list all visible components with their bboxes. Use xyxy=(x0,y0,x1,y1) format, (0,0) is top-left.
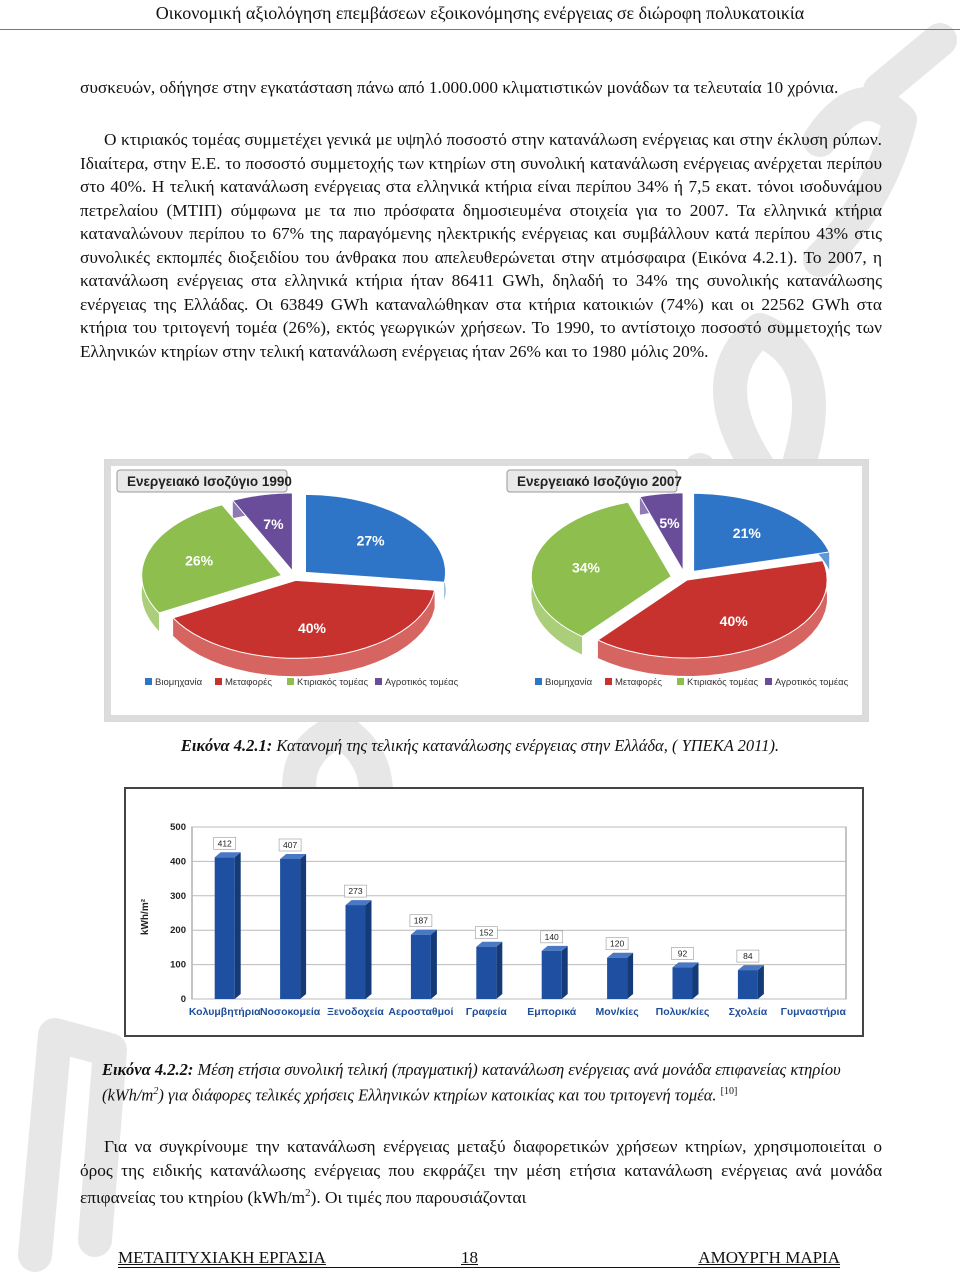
bar-side xyxy=(235,852,241,999)
pie-slice-label: 27% xyxy=(356,532,385,549)
pie-chart-1 xyxy=(117,470,459,688)
legend-swatch xyxy=(605,678,612,685)
x-category-label: Εμπορικά xyxy=(527,1006,577,1018)
legend-entry: Μεταφορές xyxy=(615,677,662,688)
legend-entry: Βιομηχανία xyxy=(155,677,203,688)
paragraph-3-text-a: Για να συγκρίνουμε την κατανάλωση ενέργειας μεταξύ διαφορετικών χρήσεων κτηρίων, χρησιμοποιείται ο όρος της ειδικής κατανάλωσης ενέργειας που εκφράζει την μέση ετήσια κατανάλωση ενέργειας ανά μονάδα επιφανείας του κτηρίου (kWh/m xyxy=(80,1137,882,1207)
legend-swatch xyxy=(375,678,382,685)
running-header: Οικονομική αξιολόγηση επεμβάσεων εξοικονόμησης ενέργειας σε διώροφη πολυκατοικία xyxy=(0,0,960,30)
page-number: 18 xyxy=(461,1248,478,1267)
y-tick-label: 500 xyxy=(170,822,186,833)
bar-value-label: 407 xyxy=(283,839,298,850)
pie-title: Ενεργειακό Ισοζύγιο 2007 xyxy=(517,474,682,489)
x-category-label: Σχολεία xyxy=(728,1006,768,1018)
legend-entry: Κτιριακός τομέας xyxy=(297,677,369,688)
bar-value-label: 152 xyxy=(479,927,494,938)
legend-swatch xyxy=(287,678,294,685)
legend-entry: Αγροτικός τομέας xyxy=(385,677,459,688)
legend-swatch xyxy=(765,678,772,685)
bar-side xyxy=(627,953,633,999)
bar-Σχολεία xyxy=(738,970,758,999)
paragraph-3 xyxy=(80,1135,882,1209)
paragraph-1 xyxy=(80,76,882,100)
pie-slice-label: 21% xyxy=(732,525,761,542)
paragraph-1-text: συσκευών, οδήγησε στην εγκατάσταση πάνω από 1.000.000 κλιματιστικών μονάδων τα τελευταία 10 χρόνια. xyxy=(80,78,839,97)
x-category-label: Γραφεία xyxy=(465,1006,507,1018)
figure-specific-consumption xyxy=(124,787,864,1037)
x-category-label: Αεροσταθμοί xyxy=(388,1006,454,1018)
caption-1-text: Κατανομή της τελικής κατανάλωσης ενέργειας στην Ελλάδα, ( ΥΠΕΚΑ 2011). xyxy=(272,736,780,755)
legend-entry: Κτιριακός τομέας xyxy=(687,677,759,688)
paragraph-3-text-b: ). Οι τιμές που παρουσιάζονται xyxy=(310,1187,527,1207)
y-tick-label: 300 xyxy=(170,890,186,902)
bar-side xyxy=(496,942,502,999)
caption-figure-2 xyxy=(102,1059,862,1107)
legend-swatch xyxy=(215,678,222,685)
bar-value-label: 140 xyxy=(544,931,559,942)
x-category-label: Ξενοδοχεία xyxy=(327,1006,384,1018)
caption-2-ref: [10] xyxy=(720,1086,738,1097)
caption-figure-1 xyxy=(0,735,960,757)
bar-chart xyxy=(126,789,862,1035)
bar-Κολυμβητήρια xyxy=(215,857,235,999)
caption-1-label: Εικόνα 4.2.1: xyxy=(180,736,273,755)
y-tick-label: 0 xyxy=(180,994,186,1005)
pie-charts xyxy=(105,460,870,723)
pie-slice-Βιομηχανία xyxy=(694,493,830,571)
pie-slice-label: 40% xyxy=(297,619,327,636)
x-category-label: Γυμναστήρια xyxy=(780,1006,846,1018)
bar-value-label: 92 xyxy=(677,948,688,959)
bar-Μον/κίες xyxy=(607,958,627,999)
pie-chart-2 xyxy=(507,470,849,688)
x-category-label: Νοσοκομεία xyxy=(259,1006,321,1018)
paragraph-2-text: Ο κτιριακός τομέας συμμετέχει γενικά με υψηλό ποσοστό στην κατανάλωση ενέργειας και στην έκλυση ρύπων. Ιδιαίτερα, στην Ε.Ε. το ποσοστό συμμετοχής των κτηρίων στη συνολική κατανάλωση ενέργειας ανέρχεται περίπου στο 40%. Η τελική κατανάλωση ενέργειας στα ελληνικά κτήρια είναι περίπου 34% ή 7,5 εκατ. τόνοι ισοδυνάμου πετρελαίου (ΜΤΙΠ) σύμφωνα με τα πιο πρόσφατα δημοσιευμένα στοιχεία για το 2007. Τα ελληνικά κτήρια καταναλώνουν περίπου το 67% της παραγόμενης ηλεκτρικής ενέργειας και συμβάλλουν κατά περίπου 43% στις συνολικές εκπομπές διοξειδίου του άνθρακα που απελευθερώνεται στην ατμόσφαιρα (Εικόνα 4.2.1). Το 2007, η κατανάλωση ενέργειας στα ελληνικά κτήρια ήταν 86411 GWh, δηλαδή το 34% της συνολικής κατανάλωσης ενέργειας της Ελλάδας. Οι 63849 GWh καταναλώθηκαν στα κτήρια κατοικιών (74%) και οι 22562 GWh στα κτήρια του τριτογενή τομέα (26%), εκτός γεωργικών χρήσεων. Το 1990, το αντίστοιχο ποσοστό συμμετοχής των Ελληνικών κτηρίων στην τελική κατανάλωση ενέργειας ήταν 26% και το 1980 μόλις 20%. xyxy=(80,130,882,361)
pie-slice-label: 26% xyxy=(185,552,214,569)
bar-Ξενοδοχεία xyxy=(346,905,366,999)
footer-left: ΜΕΤΑΠΤΥΧΙΑΚΗ ΕΡΓΑΣΙΑ xyxy=(118,1248,326,1267)
bar-Γραφεία xyxy=(476,947,496,999)
x-category-label: Πολυκ/κίες xyxy=(655,1006,710,1018)
bar-Εμπορικά xyxy=(542,951,562,999)
bar-side xyxy=(693,962,699,999)
bar-Πολυκ/κίες xyxy=(673,967,693,999)
bar-side xyxy=(562,946,568,999)
bar-value-label: 412 xyxy=(217,838,232,849)
bar-side xyxy=(366,900,372,999)
bar-value-label: 120 xyxy=(610,938,625,949)
pie-legend xyxy=(535,677,849,688)
pie-slice-label: 5% xyxy=(659,515,680,532)
footer-underline xyxy=(118,1267,840,1268)
x-category-label: Μον/κίες xyxy=(595,1006,639,1018)
page-footer xyxy=(118,1248,840,1270)
legend-entry: Βιομηχανία xyxy=(545,677,593,688)
bar-value-label: 273 xyxy=(348,886,363,897)
legend-entry: Μεταφορές xyxy=(225,677,272,688)
y-axis-label: kWh/m² xyxy=(140,898,151,936)
pie-slice-label: 7% xyxy=(263,515,284,532)
bar-Αεροσταθμοί xyxy=(411,935,431,999)
caption-2-label: Εικόνα 4.2.2: xyxy=(102,1060,194,1079)
pie-legend xyxy=(145,677,459,688)
paragraph-3-sup: 2 xyxy=(305,1187,311,1199)
bar-side xyxy=(758,965,764,999)
paragraph-2 xyxy=(80,128,882,363)
bar-Νοσοκομεία xyxy=(280,859,300,999)
pie-slice-label: 34% xyxy=(571,559,601,576)
legend-entry: Αγροτικός τομέας xyxy=(775,677,849,688)
bar-side xyxy=(300,854,306,999)
caption-2-text: Μέση ετήσια συνολική τελική (πραγματική) κατανάλωση ενέργειας ανά μονάδα επιφανείας κτηρίου (kWh/m xyxy=(102,1060,841,1105)
bar-side xyxy=(431,930,437,999)
y-tick-label: 400 xyxy=(170,856,186,868)
pie-title: Ενεργειακό Ισοζύγιο 1990 xyxy=(127,474,292,489)
legend-swatch xyxy=(145,678,152,685)
footer-right: ΑΜΟΥΡΓΗ ΜΑΡΙΑ xyxy=(698,1248,840,1267)
y-tick-label: 200 xyxy=(170,925,186,937)
bar-value-label: 187 xyxy=(413,915,428,926)
x-category-label: Κολυμβητήρια xyxy=(188,1006,261,1018)
figure-energy-balance xyxy=(104,459,869,722)
bar-value-label: 84 xyxy=(743,951,753,962)
caption-2-text-end: ) για διάφορες τελικές χρήσεις Ελληνικών κτηρίων κατοικίας και του τριτογενή τομέα. xyxy=(158,1085,717,1105)
legend-swatch xyxy=(677,678,684,685)
pie-slice-label: 40% xyxy=(719,612,748,629)
paragraph-3-text xyxy=(80,1135,882,1209)
caption-2-sup: 2 xyxy=(153,1086,159,1097)
y-tick-label: 100 xyxy=(170,959,186,971)
legend-swatch xyxy=(535,678,542,685)
